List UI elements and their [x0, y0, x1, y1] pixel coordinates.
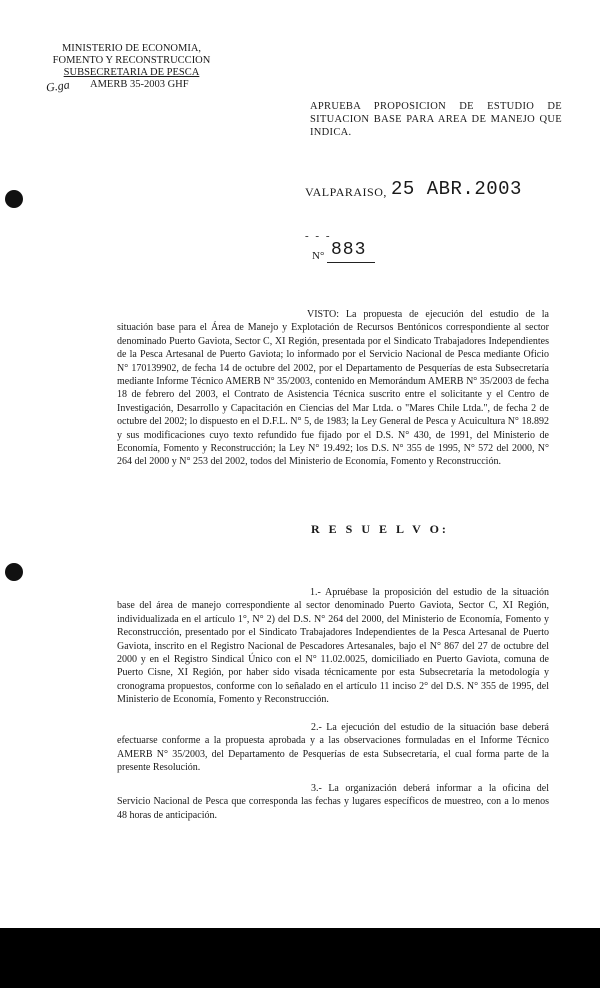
ministry-header — [44, 43, 219, 79]
punch-hole-top — [5, 190, 23, 208]
punch-hole-bottom — [5, 563, 23, 581]
number-label: N° — [312, 250, 325, 262]
place: VALPARAISO, — [305, 185, 387, 199]
visto-paragraph — [117, 308, 549, 469]
resuelvo-heading: R E S U E L V O: — [311, 522, 449, 536]
reference-code: AMERB 35-2003 GHF — [90, 79, 189, 90]
ministry-line: MINISTERIO DE ECONOMIA, — [61, 43, 202, 54]
resuelvo-item-text: 1.- Apruébase la proposición del estudio de la situación base del área de manejo correspondiente al sector denominado Puerto Gaviota, Sector C, XI Región, individualizada en el artículo 1°, N° 2) del D.S. N° 264 del 2000, del Ministerio de Economía, Fomento y Reconstrucción, presentado por el Sindicato Trabajadores Independientes de la Pesca Artesanal de Puerto Gaviota, inscrito en el Registro Nacional de Pescadores Artesanales, bajo el N° 867 del 27 de octubre del 2000 y en el Registro Sindical Único con el N° 11.02.0025, domiciliado en Puerto Gaviota, comuna de Puerto Cisne, XI Región, por haber sido visada técnicamente por esta Subsecretaría la metodología y cronograma propuestos, conforme con lo señalado en el artículo 11 inciso 2° del D.S. N° 355 de 1995, del Ministerio de Economía, Fomento y Reconstrucción. — [117, 587, 549, 706]
resuelvo-item-1 — [117, 586, 549, 707]
stamped-date: 25 ABR.2003 — [391, 178, 522, 200]
number-underline — [327, 262, 375, 263]
visto-text: VISTO: La propuesta de ejecución del estudio de la situación base para el Área de Manejo y Explotación de Recursos Bentónicos correspondiente al sector denominado Puerto Gaviota, Sector C, XI Región, presentada por el Sindicato Trabajadores Independientes de la Pesca Artesanal de Puerto Gaviota; lo informado por el Servicio Nacional de Pesca mediante Oficio N° 170139902, de fecha 14 de octubre del 2002, por el Departamento de Pesquerías de esta Subsecretaría mediante Informe Técnico AMERB N° 35/2003, contenido en Memorándum AMERB N° 35/2003 de fecha 18 de febrero del 2003, el Contrato de Asistencia Técnica suscrito entre el solicitante y el Centro de Investigación, Desarrollo y Capacitación en Ciencias del Mar Ltda. o "Mares Chile Ltda.", de fecha 2 de octubre del 2002; lo dispuesto en el D.F.L. N° 5, de 1983; la Ley General de Pesca y Acuicultura N° 18.892 y sus modificaciones cuyo texto refundido fue fijado por el D.S. N° 430, de 1991, del Ministerio de Economía, Fomento y Reconstrucción; la Ley N° 19.492; los D.S. N° 355 de 1995, N° 572 del 2000, N° 264 del 2000 y N° 253 del 2002, todos del Ministerio de Economía, Fomento y Reconstrucción. — [117, 309, 549, 468]
ministry-line: SUBSECRETARIA DE PESCA — [63, 67, 200, 78]
resolution-subject: APRUEBA PROPOSICION DE ESTUDIO DE SITUACION BASE PARA AREA DE MANEJO QUE INDICA. — [310, 101, 562, 138]
handwritten-initials: G.ga — [45, 77, 71, 95]
number-dashes: - - - — [305, 230, 332, 242]
ministry-line: FOMENTO Y RECONSTRUCCION — [52, 55, 211, 66]
resuelvo-item-text: 3.- La organización deberá informar a la oficina del Servicio Nacional de Pesca que corresponda las fechas y lugares específicos de muestreo, con a lo menos 48 horas de anticipación. — [117, 783, 549, 821]
resuelvo-item-2 — [117, 721, 549, 775]
resuelvo-item-text: 2.- La ejecución del estudio de la situación base deberá efectuarse conforme a la propuesta aprobada y a las observaciones formuladas en el Informe Técnico AMERB N° 35/2003, del Departamento de Pesquerías de esta Subsecretaría, el cual forma parte de la presente Resolución. — [117, 722, 549, 774]
scan-bottom-edge — [0, 928, 600, 988]
resolution-number: 883 — [331, 240, 367, 260]
resuelvo-item-3 — [117, 782, 549, 822]
